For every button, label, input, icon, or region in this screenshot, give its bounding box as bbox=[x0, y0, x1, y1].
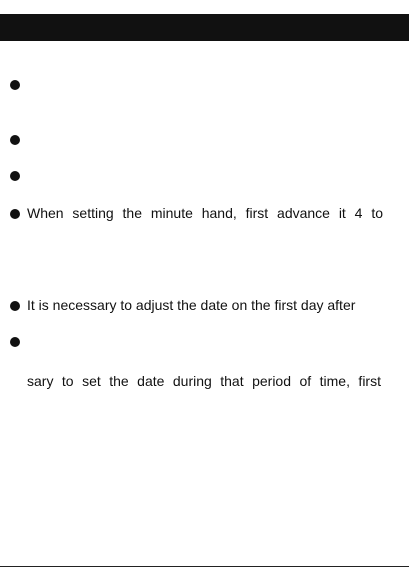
bullet-icon bbox=[10, 337, 20, 347]
bullet-icon bbox=[10, 80, 20, 90]
paragraph-line: sary to set the date during that period of time, first bbox=[27, 373, 381, 389]
bullet-icon bbox=[10, 135, 20, 145]
footer-rule bbox=[0, 566, 409, 567]
bullet-icon bbox=[10, 171, 20, 181]
paragraph-line: It is necessary to adjust the date on the first day after bbox=[27, 297, 356, 313]
paragraph-line: When setting the minute hand, first advance it 4 to bbox=[27, 205, 383, 221]
bullet-icon bbox=[10, 301, 20, 311]
section-header-bar bbox=[0, 14, 409, 41]
bullet-icon bbox=[10, 209, 20, 219]
